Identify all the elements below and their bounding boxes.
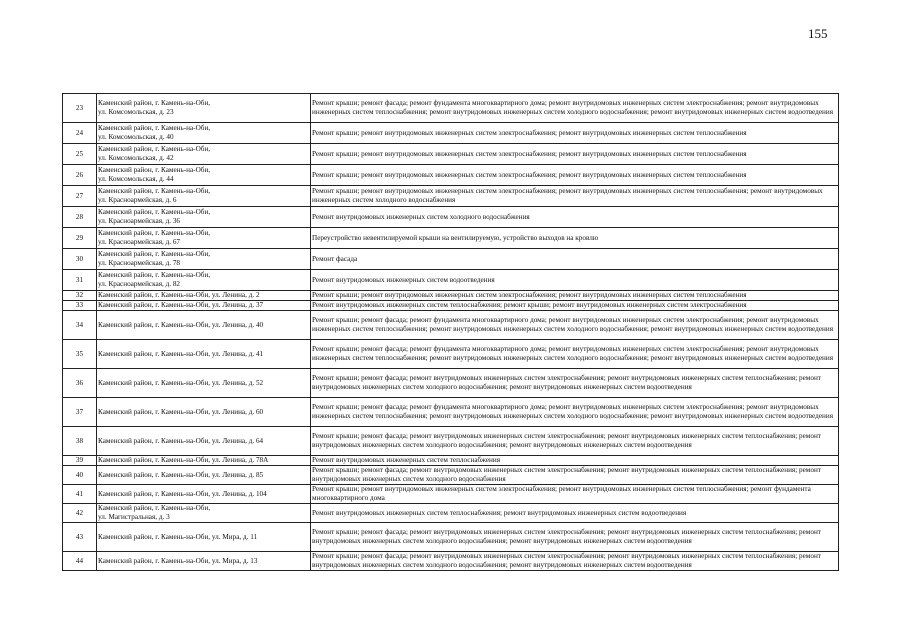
table-row <box>63 398 839 427</box>
address-cell <box>97 228 311 249</box>
works-cell: Ремонт крыши; ремонт фасада; ремонт фундамента многоквартирного дома; ремонт внутридомовых инженерных систем электроснабжения; ремонт внутридомовых инженерных систем теплоснабжения; ремонт внутридомовых инженерных систем холодного водоснабжения; ремонт внутридомовых инженерных систем водоотведения <box>311 311 839 340</box>
works-cell: Ремонт внутридомовых инженерных систем теплоснабжения; ремонт крыши; ремонт внутридомовых инженерных систем электроснабжения <box>311 301 839 311</box>
address-cell <box>97 270 311 291</box>
address-cell <box>97 456 311 466</box>
works-cell: Ремонт крыши; ремонт внутридомовых инженерных систем электроснабжения; ремонт внутридомовых инженерных систем теплоснабжения; ремонт фундамента многоквартирного дома <box>311 485 839 504</box>
address-cell <box>97 144 311 165</box>
table-row <box>63 340 839 369</box>
address-line-2: ул. Комсомольская, д. 44 <box>98 175 174 183</box>
address-line-1: Каменский район, г. Камень-на-Оби, ул. Ленина, д. 52 <box>98 378 264 387</box>
address-line-1: Каменский район, г. Камень-на-Оби, ул. Ленина, д. 41 <box>98 349 264 358</box>
works-cell: Ремонт внутридомовых инженерных систем теплоснабжения; ремонт внутридомовых инженерных систем водоотведения <box>311 504 839 523</box>
works-cell: Ремонт крыши; ремонт фасада; ремонт внутридомовых инженерных систем электроснабжения; ремонт внутридомовых инженерных систем теплоснабжения; ремонт внутридомовых инженерных систем холодного водоснабжения <box>311 466 839 485</box>
row-number: 26 <box>63 165 97 186</box>
works-cell: Ремонт крыши; ремонт внутридомовых инженерных систем электроснабжения; ремонт внутридомовых инженерных систем теплоснабжения <box>311 165 839 186</box>
table-row <box>63 466 839 485</box>
address-line-1: Каменский район, г. Камень-на-Оби, ул. Ленина, д. 64 <box>98 436 264 445</box>
table-row <box>63 456 839 466</box>
table-row <box>63 291 839 301</box>
row-number: 29 <box>63 228 97 249</box>
address-cell <box>97 311 311 340</box>
table-row <box>63 249 839 270</box>
works-cell: Ремонт крыши; ремонт фасада; ремонт внутридомовых инженерных систем электроснабжения; ремонт внутридомовых инженерных систем теплоснабжения; ремонт внутридомовых инженерных систем холодного водоснабжения; ремонт внутридомовых инженерных систем водоотведения <box>311 427 839 456</box>
row-number: 43 <box>63 523 97 552</box>
table-row <box>63 165 839 186</box>
address-line-1: Каменский район, г. Камень-на-Оби, ул. Ленина, д. 85 <box>98 470 264 479</box>
row-number: 23 <box>63 94 97 123</box>
address-line-1: Каменский район, г. Камень-на-Оби, ул. Ленина, д. 78А <box>98 456 269 465</box>
address-line-2: ул. Красноармейская, д. 78 <box>98 259 181 267</box>
works-cell: Ремонт крыши; ремонт фасада; ремонт внутридомовых инженерных систем электроснабжения; ремонт внутридомовых инженерных систем теплоснабжения; ремонт внутридомовых инженерных систем холодного водоснабжения; ремонт внутридомовых инженерных систем водоотведения <box>311 552 839 571</box>
row-number: 31 <box>63 270 97 291</box>
address-line-2: ул. Комсомольская, д. 40 <box>98 133 174 141</box>
address-line-2: ул. Красноармейская, д. 82 <box>98 280 181 288</box>
row-number: 27 <box>63 186 97 207</box>
table-row <box>63 504 839 523</box>
row-number: 35 <box>63 340 97 369</box>
works-cell: Ремонт крыши; ремонт фасада; ремонт фундамента многоквартирного дома; ремонт внутридомовых инженерных систем электроснабжения; ремонт внутридомовых инженерных систем теплоснабжения; ремонт внутридомовых инженерных систем холодного водоснабжения; ремонт внутридомовых инженерных систем водоотведения <box>311 398 839 427</box>
row-number: 37 <box>63 398 97 427</box>
address-line-2: ул. Красноармейская, д. 67 <box>98 238 181 246</box>
row-number: 25 <box>63 144 97 165</box>
table-row <box>63 485 839 504</box>
table-row <box>63 301 839 311</box>
works-cell: Ремонт крыши; ремонт фасада; ремонт внутридомовых инженерных систем электроснабжения; ремонт внутридомовых инженерных систем теплоснабжения; ремонт внутридомовых инженерных систем холодного водоснабжения; ремонт внутридомовых инженерных систем водоотведения <box>311 523 839 552</box>
address-cell <box>97 504 311 523</box>
address-line-2: ул. Красноармейская, д. 6 <box>98 196 177 204</box>
table-body <box>63 94 839 571</box>
address-line-1: Каменский район, г. Камень-на-Оби, <box>98 229 211 238</box>
row-number: 32 <box>63 291 97 301</box>
row-number: 39 <box>63 456 97 466</box>
works-cell: Ремонт крыши; ремонт фасада; ремонт фундамента многоквартирного дома; ремонт внутридомовых инженерных систем электроснабжения; ремонт внутридомовых инженерных систем теплоснабжения; ремонт внутридомовых инженерных систем холодного водоснабжения; ремонт внутридомовых инженерных систем водоотведения <box>311 340 839 369</box>
table-row <box>63 207 839 228</box>
row-number: 44 <box>63 552 97 571</box>
row-number: 34 <box>63 311 97 340</box>
address-line-1: Каменский район, г. Камень-на-Оби, <box>98 187 211 196</box>
address-line-2: ул. Комсомольская, д. 42 <box>98 154 174 162</box>
table-row <box>63 523 839 552</box>
address-cell <box>97 249 311 270</box>
address-cell <box>97 340 311 369</box>
address-line-2: ул. Магистральная, д. 3 <box>98 513 170 521</box>
address-line-1: Каменский район, г. Камень-на-Оби, <box>98 250 211 259</box>
row-number: 36 <box>63 369 97 398</box>
table-row <box>63 228 839 249</box>
works-cell: Ремонт крыши; ремонт фасада; ремонт фундамента многоквартирного дома; ремонт внутридомовых инженерных систем электроснабжения; ремонт внутридомовых инженерных систем теплоснабжения; ремонт внутридомовых инженерных систем холодного водоснабжения; ремонт внутридомовых инженерных систем водоотведения <box>311 94 839 123</box>
address-cell <box>97 552 311 571</box>
address-line-1: Каменский район, г. Камень-на-Оби, <box>98 145 211 154</box>
table-row <box>63 369 839 398</box>
address-line-1: Каменский район, г. Камень-на-Оби, ул. Ленина, д. 37 <box>98 301 264 310</box>
address-line-1: Каменский район, г. Камень-на-Оби, ул. Ленина, д. 2 <box>98 291 260 300</box>
address-cell <box>97 523 311 552</box>
works-cell: Ремонт внутридомовых инженерных систем водоотведения <box>311 270 839 291</box>
table-row <box>63 123 839 144</box>
address-line-1: Каменский район, г. Камень-на-Оби, <box>98 124 211 133</box>
works-cell: Ремонт крыши; ремонт внутридомовых инженерных систем электроснабжения; ремонт внутридомовых инженерных систем теплоснабжения <box>311 144 839 165</box>
works-cell: Переустройство невентилируемой крыши на вентилируемую, устройство выходов на кровлю <box>311 228 839 249</box>
address-line-1: Каменский район, г. Камень-на-Оби, ул. Ленина, д. 60 <box>98 407 264 416</box>
works-cell: Ремонт крыши; ремонт внутридомовых инженерных систем электроснабжения; ремонт внутридомовых инженерных систем теплоснабжения <box>311 123 839 144</box>
works-cell: Ремонт внутридомовых инженерных систем холодного водоснабжения <box>311 207 839 228</box>
table-row <box>63 270 839 291</box>
row-number: 24 <box>63 123 97 144</box>
address-line-1: Каменский район, г. Камень-на-Оби, ул. Мира, д. 13 <box>98 556 258 565</box>
works-cell: Ремонт крыши; ремонт внутридомовых инженерных систем электроснабжения; ремонт внутридомовых инженерных систем теплоснабжения <box>311 291 839 301</box>
address-cell <box>97 427 311 456</box>
address-line-1: Каменский район, г. Камень-на-Оби, ул. Ленина, д. 104 <box>98 489 267 498</box>
works-cell: Ремонт фасада <box>311 249 839 270</box>
address-cell <box>97 301 311 311</box>
address-cell <box>97 291 311 301</box>
address-cell <box>97 485 311 504</box>
row-number: 42 <box>63 504 97 523</box>
row-number: 33 <box>63 301 97 311</box>
address-line-1: Каменский район, г. Камень-на-Оби, <box>98 271 211 280</box>
table-row <box>63 186 839 207</box>
address-cell <box>97 466 311 485</box>
table-row <box>63 552 839 571</box>
table-row <box>63 427 839 456</box>
address-line-1: Каменский район, г. Камень-на-Оби, <box>98 208 211 217</box>
address-cell <box>97 398 311 427</box>
table-row <box>63 144 839 165</box>
table-row <box>63 311 839 340</box>
address-cell <box>97 165 311 186</box>
address-line-1: Каменский район, г. Камень-на-Оби, <box>98 504 211 513</box>
address-line-1: Каменский район, г. Камень-на-Оби, ул. Мира, д. 11 <box>98 532 258 541</box>
row-number: 40 <box>63 466 97 485</box>
address-line-1: Каменский район, г. Камень-на-Оби, ул. Ленина, д. 40 <box>98 320 264 329</box>
address-line-1: Каменский район, г. Камень-на-Оби, <box>98 166 211 175</box>
address-cell <box>97 94 311 123</box>
address-cell <box>97 369 311 398</box>
row-number: 28 <box>63 207 97 228</box>
works-cell: Ремонт крыши; ремонт фасада; ремонт внутридомовых инженерных систем электроснабжения; ремонт внутридомовых инженерных систем теплоснабжения; ремонт внутридомовых инженерных систем холодного водоснабжения; ремонт внутридомовых инженерных систем водоотведения <box>311 369 839 398</box>
works-cell: Ремонт внутридомовых инженерных систем теплоснабжения <box>311 456 839 466</box>
row-number: 30 <box>63 249 97 270</box>
address-cell <box>97 123 311 144</box>
table-row <box>63 94 839 123</box>
row-number: 38 <box>63 427 97 456</box>
address-line-2: ул. Красноармейская, д. 36 <box>98 217 181 225</box>
address-cell <box>97 186 311 207</box>
repair-works-table <box>62 93 839 571</box>
address-line-2: ул. Комсомольская, д. 23 <box>98 108 174 116</box>
row-number: 41 <box>63 485 97 504</box>
address-cell <box>97 207 311 228</box>
works-cell: Ремонт крыши; ремонт внутридомовых инженерных систем электроснабжения; ремонт внутридомовых инженерных систем теплоснабжения; ремонт внутридомовых инженерных систем холодного водоснабжения <box>311 186 839 207</box>
page-number: 155 <box>808 26 828 41</box>
address-line-1: Каменский район, г. Камень-на-Оби, <box>98 99 211 108</box>
